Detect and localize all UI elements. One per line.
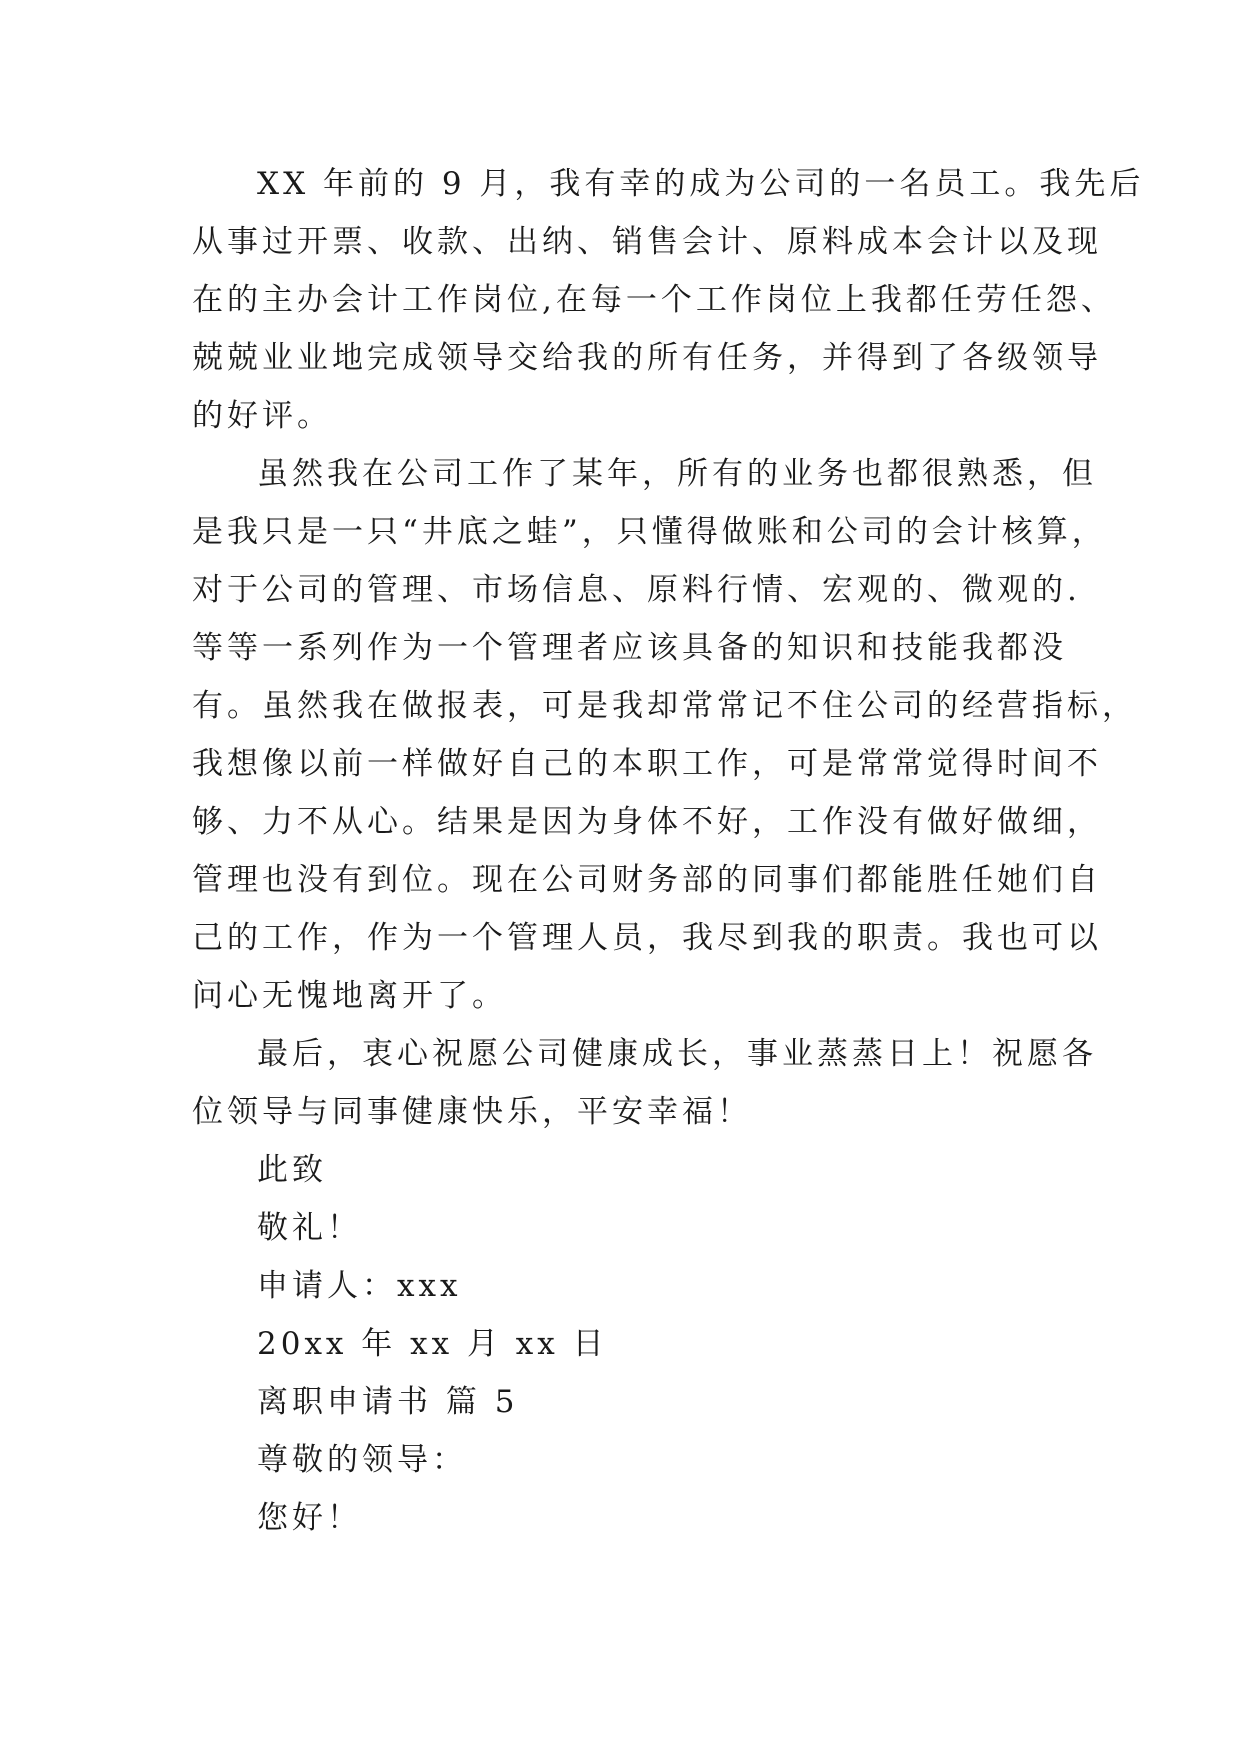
text-line: 的好评。 xyxy=(192,398,332,434)
text-line: 我想像以前一样做好自己的本职工作，可是常常觉得时间不 xyxy=(192,746,1102,782)
letter-date: 20xx 年 xx 月 xx 日 xyxy=(257,1326,608,1362)
closing-salutation: 此致 xyxy=(257,1152,327,1188)
next-section xyxy=(192,1373,1072,1547)
greeting: 您好！ xyxy=(257,1500,362,1536)
text-line: 是我只是一只“井底之蛙”，只懂得做账和公司的会计核算， xyxy=(192,514,1107,550)
paragraph-employment-history xyxy=(192,155,1145,445)
letter-body xyxy=(192,155,1145,1547)
text-line: 虽然我在公司工作了某年，所有的业务也都很熟悉，但 xyxy=(257,456,1097,492)
applicant-signature: 申请人：xxx xyxy=(257,1268,462,1304)
paragraph-reasons xyxy=(192,445,1137,1025)
closing-regards: 敬礼！ xyxy=(257,1210,362,1246)
text-line: 等等一系列作为一个管理者应该具备的知识和技能我都没 xyxy=(192,630,1067,666)
addressee: 尊敬的领导： xyxy=(257,1442,467,1478)
text-line: 最后，衷心祝愿公司健康成长，事业蒸蒸日上！祝愿各 xyxy=(257,1036,1097,1072)
text-line: XX 年前的 9 月，我有幸的成为公司的一名员工。我先后 xyxy=(257,166,1145,202)
text-line: 从事过开票、收款、出纳、销售会计、原料成本会计以及现 xyxy=(192,224,1102,260)
letter-closing xyxy=(192,1141,1072,1373)
text-line: 够、力不从心。结果是因为身体不好，工作没有做好做细， xyxy=(192,804,1102,840)
text-line: 己的工作，作为一个管理人员，我尽到我的职责。我也可以 xyxy=(192,920,1102,956)
text-line: 在的主办会计工作岗位,在每一个工作岗位上我都任劳任怨、 xyxy=(192,282,1116,318)
section-heading: 离职申请书 篇 5 xyxy=(257,1384,519,1420)
text-line: 兢兢业业地完成领导交给我的所有任务，并得到了各级领导 xyxy=(192,340,1102,376)
text-line: 管理也没有到位。现在公司财务部的同事们都能胜任她们自 xyxy=(192,862,1102,898)
text-line: 问心无愧地离开了。 xyxy=(192,978,507,1014)
text-line: 位领导与同事健康快乐，平安幸福！ xyxy=(192,1094,752,1130)
paragraph-wishes xyxy=(192,1025,1097,1141)
text-line: 有。虽然我在做报表，可是我却常常记不住公司的经营指标， xyxy=(192,688,1137,724)
text-line: 对于公司的管理、市场信息、原料行情、宏观的、微观的. xyxy=(192,572,1081,608)
